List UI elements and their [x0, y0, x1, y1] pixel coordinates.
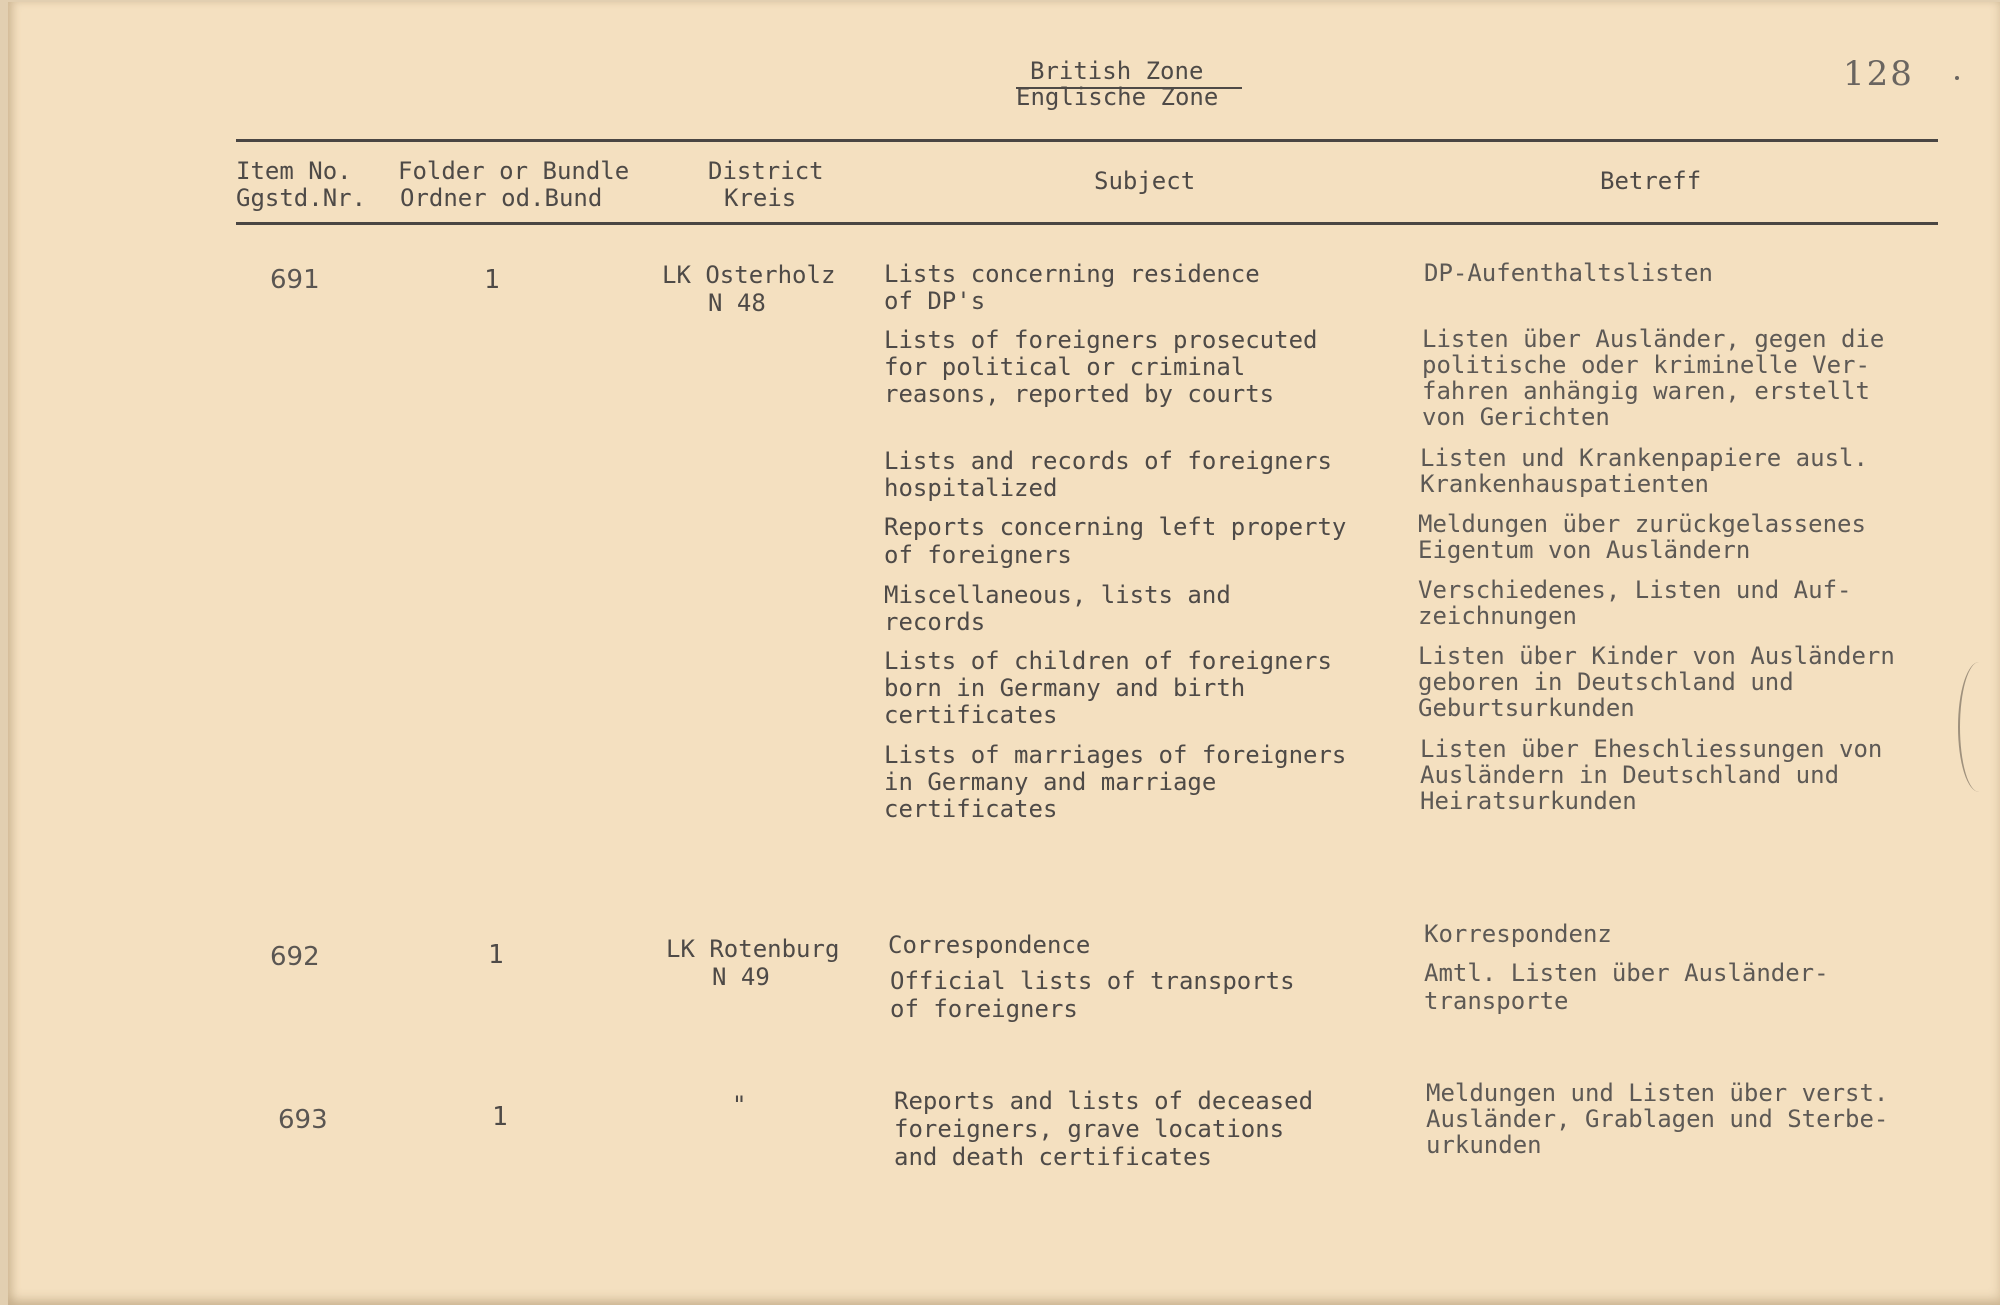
folder-count: 1	[488, 940, 504, 970]
betreff-line: Verschiedenes, Listen und Auf-	[1418, 576, 1852, 604]
subject-line: in Germany and marriage	[884, 768, 1217, 796]
district-code: N 48	[708, 289, 766, 317]
subject-line: of foreigners	[884, 541, 1072, 569]
page-number: 128	[1843, 54, 1914, 94]
betreff-line: Meldungen und Listen über verst.	[1426, 1079, 1889, 1107]
ditto-mark: "	[732, 1091, 747, 1119]
betreff-line: urkunden	[1426, 1131, 1542, 1159]
subject-line: records	[884, 608, 986, 636]
subject-line: Lists of children of foreigners	[884, 647, 1332, 675]
betreff-line: politische oder kriminelle Ver-	[1422, 351, 1870, 379]
margin-dot	[1955, 76, 1959, 80]
subject-line: certificates	[884, 701, 1058, 729]
district-code: N 49	[712, 963, 770, 991]
betreff-line: Korrespondenz	[1424, 920, 1612, 948]
betreff-line: DP-Aufenthaltslisten	[1424, 259, 1713, 287]
betreff-line: Meldungen über zurückgelassenes	[1418, 510, 1866, 538]
subject-line: foreigners, grave locations	[894, 1115, 1285, 1143]
subject-line: hospitalized	[884, 474, 1058, 502]
subject-line: Lists concerning residence	[884, 260, 1260, 288]
col-subject-header: Subject	[1094, 167, 1196, 195]
betreff-line: von Gerichten	[1422, 403, 1610, 431]
betreff-line: Eigentum von Ausländern	[1418, 536, 1751, 564]
col-item-header-de: Ggstd.Nr.	[236, 184, 367, 212]
col-folder-header-en: Folder or Bundle	[398, 157, 630, 185]
folder-count: 1	[484, 265, 500, 295]
subject-line: Official lists of transports	[890, 967, 1295, 995]
subject-line: for political or criminal	[884, 353, 1246, 381]
betreff-line: Listen über Ausländer, gegen die	[1422, 325, 1885, 353]
zone-title-en: British Zone	[1030, 57, 1204, 85]
subject-line: certificates	[884, 795, 1058, 823]
item-number: 693	[278, 1105, 328, 1135]
col-district-header-de: Kreis	[724, 184, 797, 212]
subject-line: of DP's	[884, 287, 986, 315]
subject-line: Lists and records of foreigners	[884, 447, 1332, 475]
betreff-line: geboren in Deutschland und	[1418, 668, 1794, 696]
subject-line: Lists of marriages of foreigners	[884, 741, 1347, 769]
betreff-line: Geburtsurkunden	[1418, 694, 1635, 722]
col-folder-header-de: Ordner od.Bund	[400, 184, 603, 212]
subject-line: and death certificates	[894, 1143, 1212, 1171]
subject-line: Reports concerning left property	[884, 513, 1347, 541]
betreff-line: Ausländern in Deutschland und	[1420, 761, 1840, 789]
subject-line: Lists of foreigners prosecuted	[884, 326, 1318, 354]
betreff-line: Krankenhauspatienten	[1420, 470, 1709, 498]
item-number: 691	[270, 265, 320, 295]
betreff-line: fahren anhängig waren, erstellt	[1422, 377, 1870, 405]
betreff-line: Listen über Kinder von Ausländern	[1418, 642, 1895, 670]
district-name: LK Rotenburg	[666, 935, 840, 963]
betreff-line: Listen und Krankenpapiere ausl.	[1420, 444, 1868, 472]
betreff-line: Heiratsurkunden	[1420, 787, 1637, 815]
subject-line: of foreigners	[890, 995, 1078, 1023]
betreff-line: Listen über Eheschliessungen von	[1420, 735, 1883, 763]
subject-line: Correspondence	[888, 931, 1091, 959]
item-number: 692	[270, 942, 320, 972]
betreff-line: Ausländer, Grablagen und Sterbe-	[1426, 1105, 1889, 1133]
zone-title-de: Englische Zone	[1016, 83, 1219, 111]
subject-line: born in Germany and birth	[884, 674, 1246, 702]
col-betreff-header: Betreff	[1600, 167, 1702, 195]
betreff-line: Amtl. Listen über Ausländer-	[1424, 959, 1829, 987]
col-district-header-en: District	[708, 157, 824, 185]
district-name: LK Osterholz	[662, 261, 836, 289]
subject-line: reasons, reported by courts	[884, 380, 1275, 408]
subject-line: Miscellaneous, lists and	[884, 581, 1231, 609]
col-item-header-en: Item No.	[236, 157, 352, 185]
subject-line: Reports and lists of deceased	[894, 1087, 1314, 1115]
header-rule-top	[236, 139, 1938, 142]
betreff-line: zeichnungen	[1418, 602, 1577, 630]
header-rule-bottom	[236, 222, 1938, 225]
document-page	[8, 2, 2000, 1305]
folder-count: 1	[492, 1102, 508, 1132]
betreff-line: transporte	[1424, 987, 1569, 1015]
